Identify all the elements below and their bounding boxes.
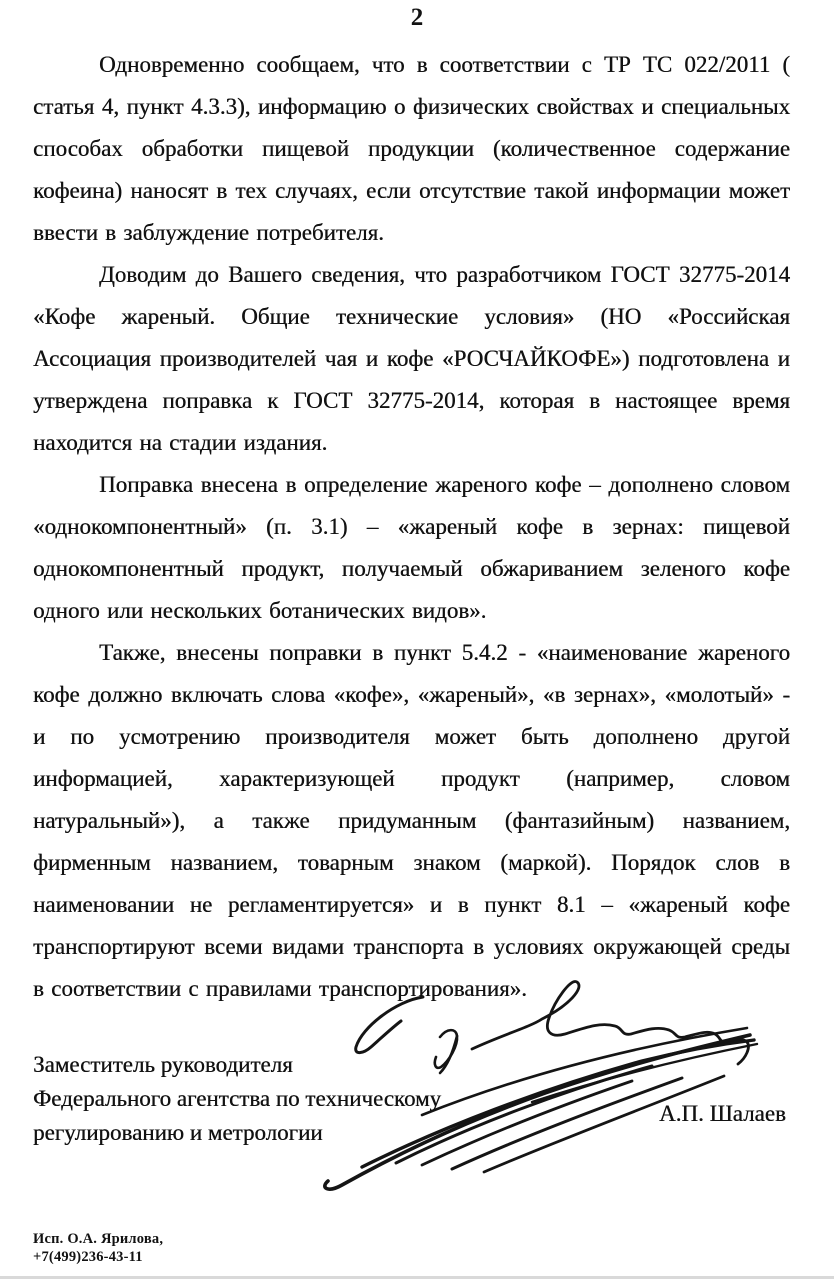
executor-phone: +7(499)236-43-11 [33, 1249, 143, 1265]
paragraph-tr-ts-022-2011: Одновременно сообщаем, что в соответствии с ТР ТС 022/2011 ( статья 4, пункт 4.3.3), информацию о физических свойствах и специальных способах обработки пищевой продукции (количественное содержание кофеина) наносят в тех случаях, если отсутствие такой информации может ввести в заблуждение потребителя. [33, 52, 790, 245]
paragraph-amendment-points: Также, внесены поправки в пункт 5.4.2 - «наименование жареного кофе должно включать слова «кофе», «жареный», «в зернах», «молотый» - и по усмотрению производителя может быть дополнено другой информацией, характеризующей продукт (например, словом натуральный»), а также придуманным (фантазийным) названием, фирменным названием, товарным знаком (маркой). Порядок слов в наименовании не регламентируется» и в пункт 8.1 – «жареный кофе транспортируют всеми видами транспорта в условиях окружающей среды в соответствии с правилами транспортирования». [33, 640, 790, 1001]
signer-name: А.П. Шалаев [659, 1101, 786, 1126]
signer-title-line-1: Заместитель руководителя [33, 1052, 293, 1077]
paragraph-gost-developer: Доводим до Вашего сведения, что разработчиком ГОСТ 32775-2014 «Кофе жареный. Общие технические условия» (НО «Российская Ассоциация производителей чая и кофе «РОСЧАЙКОФЕ») подготовлена и утверждена поправка к ГОСТ 32775-2014, которая в настоящее время находится на стадии издания. [33, 262, 790, 455]
scan-edge-artifact [0, 1276, 834, 1279]
page-number: 2 [410, 4, 424, 31]
signer-title-line-2: Федерального агентства по техническому [33, 1086, 442, 1111]
executor-note [33, 1230, 163, 1266]
letter-body [33, 44, 790, 1010]
paragraph-amendment-definition: Поправка внесена в определение жареного кофе – дополнено словом «однокомпонентный» (п. 3.1) – «жареный кофе в зернах: пищевой однокомпонентный продукт, получаемый обжариванием зеленого кофе одного или нескольких ботанических видов». [33, 472, 790, 623]
signer-title [33, 1048, 441, 1150]
signer-title-line-3: регулированию и метрологии [33, 1120, 323, 1145]
executor-name: Исп. О.А. Ярилова, [33, 1231, 164, 1247]
